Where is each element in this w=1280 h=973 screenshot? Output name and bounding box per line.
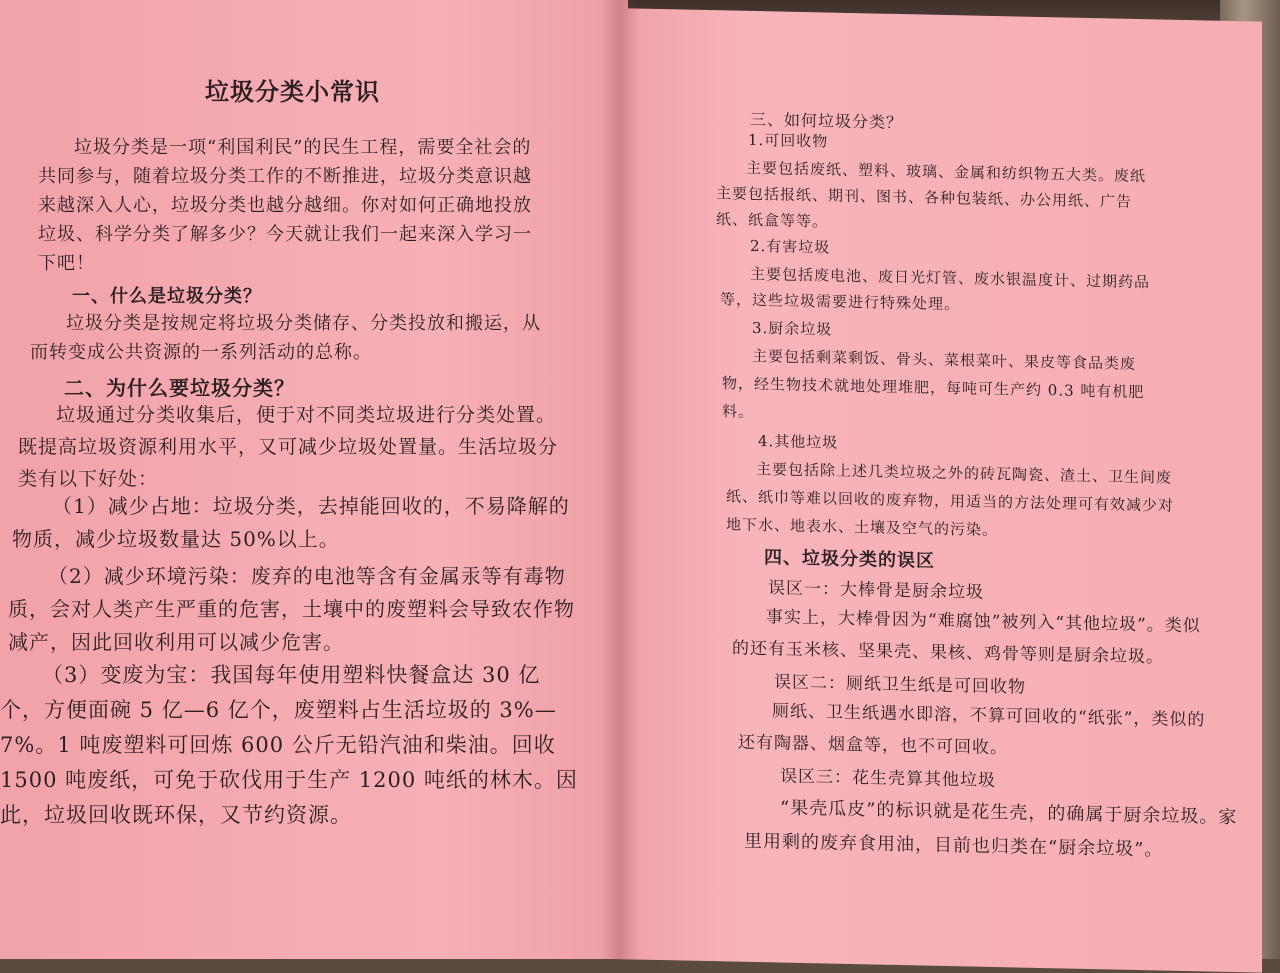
right-page	[612, 8, 1262, 973]
category-recyclable-text: 主要包括废纸、塑料、玻璃、金属和纺织物五大类。废纸主要包括报纸、期刊、图书、各种包装纸、办公用纸、广告纸、纸盒等等。	[716, 158, 1147, 231]
benefit-1: （1）减少占地：垃圾分类，去掉能回收的，不易降解的物质，减少垃圾数量达 50%以上。	[12, 494, 570, 551]
category-recyclable-label: 1.可回收物	[748, 130, 829, 151]
myth2-label: 误区二：厕纸卫生纸是可回收物	[774, 672, 1026, 698]
myth3-label: 误区三：花生壳算其他垃圾	[780, 766, 996, 792]
intro-paragraph: 垃圾分类是一项“利国利民”的民生工程，需要全社会的共同参与，随着垃圾分类工作的不断推进，垃圾分类意识越来越深入人心，垃圾分类也越分越细。你对如何正确地投放垃圾、科学分类了解多少？今天就让我们一起来深入学习一下吧！	[38, 137, 532, 274]
category-hazardous-label: 2.有害垃圾	[750, 236, 831, 257]
benefit-3: （3）变废为宝：我国每年使用塑料快餐盒达 30 亿个，方便面碗 5 亿—6 亿个，废塑料占生活垃圾的 3%—7%。1 吨废塑料可回炼 600 公斤无铅汽油和柴油。回收 1500 吨废纸，可免于砍伐用于生产 1200 吨纸的林木。因此，垃圾回收既环保，又节约资源。	[0, 663, 578, 827]
category-other-label: 4.其他垃圾	[758, 432, 839, 452]
category-hazardous-text: 主要包括废电池、废日光灯管、废水银温度计、过期药品等，这些垃圾需要进行特殊处理。	[720, 264, 1151, 314]
myth1-text: 事实上，大棒骨因为“难腐蚀”被列入“其他垃圾”。类似的还有玉米核、坚果壳、果核、鸡骨等则是厨余垃圾。	[732, 607, 1201, 668]
myth2-text: 厕纸、卫生纸遇水即溶，不算可回收的“纸张”，类似的还有陶器、烟盒等，也不可回收。	[738, 701, 1206, 759]
section3-heading: 三、如何垃圾分类？	[750, 109, 904, 133]
page-fold-shadow	[600, 0, 640, 959]
benefit-2: （2）减少环境污染：废弃的电池等含有金属汞等有毒物质，会对人类产生严重的危害，土壤中的废塑料会导致农作物减产，因此回收利用可以减少危害。	[8, 564, 575, 654]
category-other-text: 主要包括除上述几类垃圾之外的砖瓦陶瓷、渣土、卫生间废纸、纸巾等难以回收的废弃物，用适当的方法处理可有效减少对地下水、地表水、土壤及空气的污染。	[726, 460, 1175, 540]
section2-heading: 二、为什么要垃圾分类？	[64, 376, 295, 400]
myth3-text: “果壳瓜皮”的标识就是花生壳，的确属于厨余垃圾。家里用剩的废弃食用油，目前也归类在“厨余垃圾”。	[744, 797, 1238, 861]
section4-heading: 四、垃圾分类的误区	[764, 547, 935, 572]
category-kitchen-label: 3.厨余垃圾	[752, 318, 833, 339]
category-kitchen-text: 主要包括剩菜剩饭、骨头、菜根菜叶、果皮等食品类废物，经生物技术就地处理堆肥，每吨可生产约 0.3 吨有机肥料。	[722, 346, 1145, 421]
myth1-label: 误区一：大棒骨是厨余垃圾	[768, 578, 984, 603]
section2-paragraph: 垃圾通过分类收集后，便于对不同类垃圾进行分类处置。既提高垃圾资源利用水平，又可减少垃圾处置量。生活垃圾分类有以下好处：	[18, 404, 559, 490]
left-page	[0, 0, 628, 959]
document-title: 垃圾分类小常识	[205, 77, 380, 106]
section1-heading: 一、什么是垃圾分类？	[72, 286, 262, 307]
section1-paragraph: 垃圾分类是按规定将垃圾分类储存、分类投放和搬运，从而转变成公共资源的一系列活动的总称。	[30, 313, 541, 363]
